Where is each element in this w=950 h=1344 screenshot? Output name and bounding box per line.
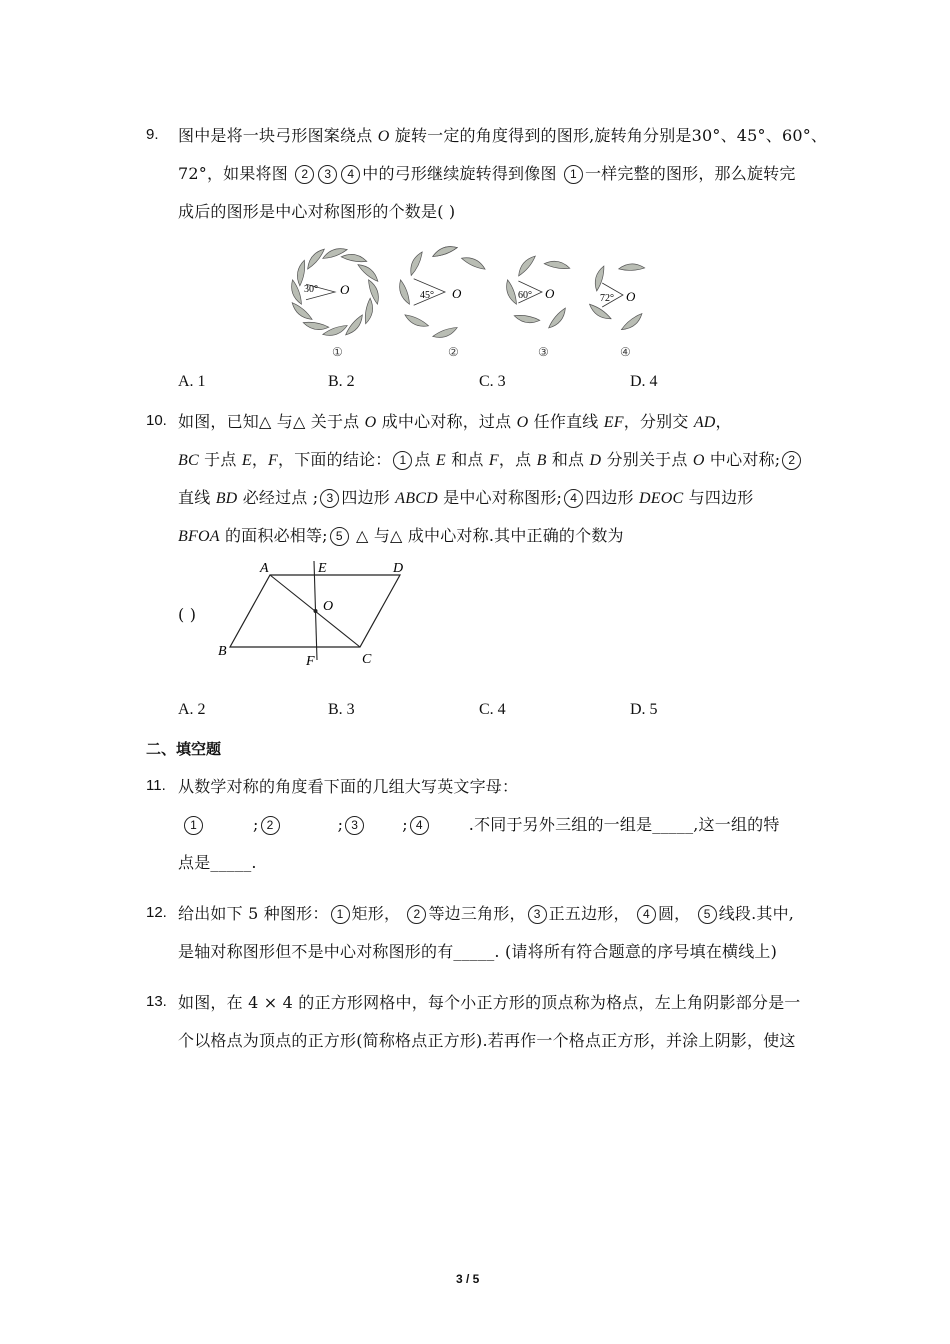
figure-3-60deg: [503, 253, 570, 331]
label-a: A: [260, 561, 269, 576]
circled-1: 1: [393, 451, 412, 470]
circled-3: 3: [528, 905, 547, 924]
q12-number: 12.: [146, 904, 167, 921]
q9-line-1: 图中是将一块弓形图案绕点 O 旋转一定的角度得到的图形,旋转角分别是30°、45°、60°、: [178, 126, 828, 145]
angle-label-3: 60°: [518, 290, 532, 301]
q9-line-3: 成后的图形是中心对称图形的个数是( ): [178, 202, 456, 221]
circled-3: 3: [320, 489, 339, 508]
label-e: E: [318, 561, 327, 576]
circled-4: 4: [410, 816, 429, 835]
leaf-segment: [341, 252, 368, 263]
label-o: O: [323, 599, 334, 614]
circled-4: 4: [341, 165, 360, 184]
circled-5: 5: [698, 905, 717, 924]
q9-line-2: 72°，如果将图 2 3 4 中的弓形继续旋转得到像图 1 一样完整的图形，那么旋转完: [178, 164, 796, 183]
leaf-segment: [407, 250, 424, 276]
q9-option-d[interactable]: D. 4: [630, 373, 658, 390]
leaf-segment: [302, 321, 329, 332]
q10-line-2: BC 于点 E，F，下面的结论： 1 点 E 和点 F，点 B 和点 D 分别关于点 O 中心对称; 2: [178, 447, 803, 470]
circled-2: 2: [261, 816, 280, 835]
caption-1: ①: [332, 345, 343, 359]
center-o-1: O: [340, 282, 350, 297]
angle-label-4: 72°: [600, 293, 614, 304]
leaf-segment: [619, 263, 645, 270]
leaf-segment: [403, 313, 429, 330]
circled-2: 2: [295, 165, 314, 184]
center-o-2: O: [452, 286, 462, 301]
label-f: F: [306, 654, 315, 669]
figure-2-45deg: [396, 243, 487, 340]
leaf-segment: [396, 279, 411, 306]
leaf-segment: [587, 303, 612, 323]
q11-line-2: 1 ; 2 ; 3 ; 4 .不同于另外三组的一组是_____,这一组的特: [182, 812, 780, 835]
q10-line-3: 直线 BD 必经过点 ; 3 四边形 ABCD 是中心对称图形; 4 四边形 DEOC 与四边形: [178, 488, 754, 507]
leaf-segment: [544, 259, 571, 270]
figure-4-72deg: [587, 263, 645, 333]
circled-4: 4: [637, 905, 656, 924]
q10-parallelogram-figure: [210, 555, 420, 670]
leaf-segment: [295, 259, 306, 286]
label-b: B: [218, 644, 227, 659]
q10-option-d[interactable]: D. 5: [630, 701, 658, 718]
leaf-segment: [547, 307, 569, 331]
caption-2: ②: [448, 345, 459, 359]
q10-option-c[interactable]: C. 4: [479, 701, 506, 718]
page-number: 3 / 5: [456, 1272, 480, 1286]
leaf-segment: [515, 253, 537, 277]
q9-option-c[interactable]: C. 3: [479, 373, 506, 390]
leaf-segment: [503, 279, 518, 306]
leaf-segment: [592, 265, 605, 292]
q13-line-1: 如图，在 4 × 4 的正方形网格中，每个小正方形的顶点称为格点，左上角阴影部分是一: [178, 993, 801, 1012]
label-c: C: [362, 652, 372, 667]
q12-line-2: 是轴对称图形但不是中心对称图形的有_____. (请将所有符合题意的序号填在横线上): [178, 942, 778, 961]
leaf-segment: [620, 312, 644, 333]
q10-number: 10.: [146, 412, 167, 429]
label-d: D: [393, 561, 404, 576]
q11-line-3: 点是_____.: [178, 853, 257, 872]
q10-option-a[interactable]: A. 2: [178, 701, 206, 718]
q10-answer-paren: ( ): [178, 605, 197, 624]
circled-3: 3: [318, 165, 337, 184]
circled-1: 1: [184, 816, 203, 835]
leaf-segment: [461, 254, 487, 271]
circled-4: 4: [564, 489, 583, 508]
circled-5: 5: [330, 527, 349, 546]
circled-3: 3: [345, 816, 364, 835]
q12-line-1: 给出如下 5 种图形： 1 矩形， 2 等边三角形， 3 正五边形， 4 圆， 5 线段.其中,: [178, 904, 795, 923]
figure-1-30deg: [288, 245, 381, 338]
leaf-segment: [364, 298, 375, 325]
section-heading-fill-in: 二、填空题: [146, 740, 222, 758]
circled-2: 2: [407, 905, 426, 924]
q11-number: 11.: [146, 777, 166, 794]
q9-rotation-figures: [280, 240, 680, 365]
circled-2: 2: [782, 451, 801, 470]
q10-option-b[interactable]: B. 3: [328, 701, 355, 718]
q10-line-4: BFOA 的面积必相等; 5 △ 与△ 成中心对称.其中正确的个数为: [178, 526, 624, 545]
q10-line-1: 如图，已知△ 与△ 关于点 O 成中心对称，过点 O 任作直线 EF，分别交 AD，: [178, 412, 732, 431]
q13-line-2: 个以格点为顶点的正方形(简称格点正方形).若再作一个格点正方形，并涂上阴影，使这: [178, 1031, 796, 1050]
point-o: [314, 609, 318, 613]
angle-label-1: 30°: [304, 284, 318, 295]
q11-line-1: 从数学对称的角度看下面的几组大写英文字母：: [178, 777, 519, 796]
q9-option-b[interactable]: B. 2: [328, 373, 355, 390]
q9-option-a[interactable]: A. 1: [178, 373, 206, 390]
angle-label-2: 45°: [420, 290, 434, 301]
circled-1: 1: [331, 905, 350, 924]
circled-1: 1: [564, 165, 583, 184]
leaf-segment: [513, 314, 540, 325]
leaf-segment: [431, 243, 458, 258]
leaf-segment: [432, 326, 459, 341]
q9-number: 9.: [146, 126, 159, 143]
center-o-4: O: [626, 289, 636, 304]
q13-number: 13.: [146, 993, 167, 1010]
caption-4: ④: [620, 345, 631, 359]
center-o-3: O: [545, 286, 555, 301]
caption-3: ③: [538, 345, 549, 359]
